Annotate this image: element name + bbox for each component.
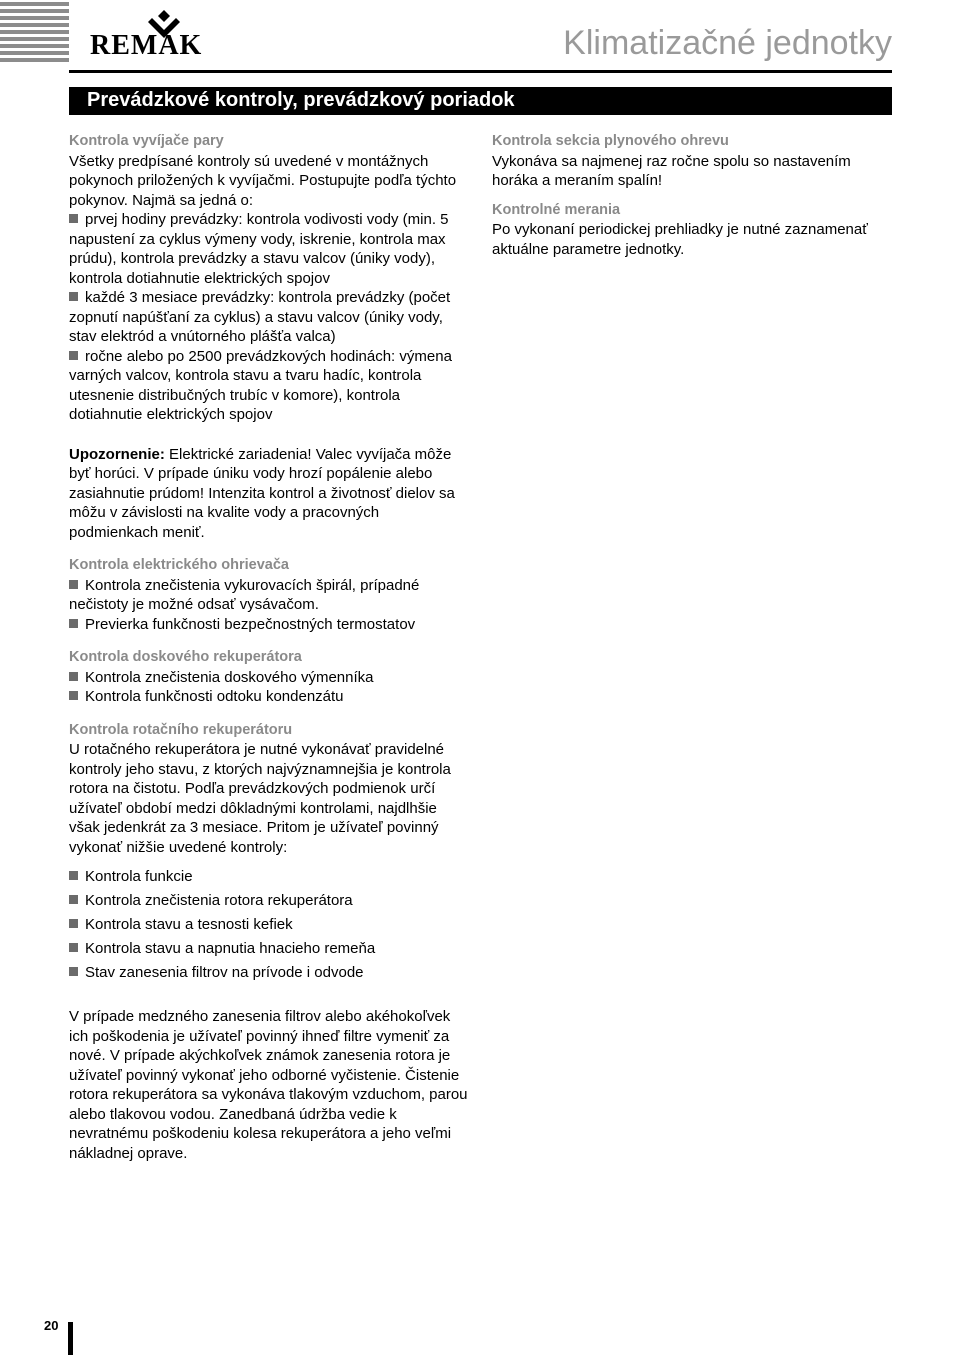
heading-rotacny: Kontrola rotačního rekuperátoru: [69, 721, 293, 738]
bullet-square-icon: [69, 292, 78, 301]
page-header-title: Klimatizačné jednotky: [563, 24, 892, 62]
page-number: 20: [44, 1318, 59, 1333]
list-item: Kontrola znečistenia rotora rekuperátora: [69, 891, 469, 911]
rotacny-intro: U rotačného rekuperátora je nutné vykonávať pravidelné kontroly jeho stavu, z ktorých najvýznamnejšia je kontrola rotora na čistotu. Podľa prevádzkových podmienok určí užívateľ období medzi dôkladnými kontrolami, najdlhšie však jedenkrát za 3 mesiace. Pritom je užívateľ povinný vykonať nižšie uvedené kontroly:: [69, 741, 451, 856]
list-item: každé 3 mesiace prevádzky: kontrola prevádzky (počet zopnutí napúšťaní za cyklus) a stavu valcov (úniky vody, stav elektród a vnútorného plášťa valca): [69, 289, 451, 345]
list-item: Kontrola funkcie: [69, 867, 469, 887]
warning-text: Elektrické zariadenia! Valec vyvíjača môže byť horúci. V prípade úniku vody hrozí popálenie alebo zasiahnutie prúdom! Intenzita kontrol a životnosť dielov sa môžu v závislosti na kvalite vody a pracovných podmienkach meniť.: [69, 445, 455, 541]
bullet-square-icon: [69, 943, 78, 952]
bullet-square-icon: [69, 895, 78, 904]
warning-label: Upozornenie:: [69, 445, 165, 463]
list-item: ročne alebo po 2500 prevádzkových hodinách: výmena varných valcov, kontrola stavu a tvaru hadíc, kontrola utesnenie distribučných trubíc v komore), kontrola dotiahnutie elektrických spojov: [69, 347, 452, 423]
bullet-square-icon: [69, 619, 78, 628]
list-item: Kontrola funkčnosti odtoku kondenzátu: [69, 687, 469, 707]
left-column: [69, 132, 469, 1163]
bullet-square-icon: [69, 919, 78, 928]
header-stripes: [0, 0, 69, 64]
heading-doskovy: Kontrola doskového rekuperátora: [69, 649, 302, 665]
bullet-square-icon: [69, 351, 78, 360]
warning-paragraph: [69, 445, 469, 543]
section-title-bar: [69, 87, 892, 115]
heading-merania: Kontrolné merania: [492, 201, 621, 218]
merania-text: Po vykonaní periodickej prehliadky je nutné zaznamenať aktuálne parametre jednotky.: [492, 221, 868, 258]
bullet-square-icon: [69, 214, 78, 223]
plyn-text: Vykonáva sa najmenej raz ročne spolu so nastavením horáka a meraním spalín!: [492, 152, 851, 189]
brand-name: REMAK: [90, 30, 203, 61]
list-item: prvej hodiny prevádzky: kontrola vodivosti vody (min. 5 napustení za cyklus výmeny vody, iskrenie, kontrola max prúdu), kontrola prevádzky a stavu valcov (úniky vody), kontrola dotiahnutie elektrických spojov: [69, 211, 449, 287]
list-item: Kontrola znečistenia doskového výmenníka: [69, 668, 469, 688]
vyvijac-intro: Všetky predpísané kontroly sú uvedené v montážnych pokynoch priložených k vyvíjačmi. Postupujte podľa týchto pokynov. Najmä sa jedná o:: [69, 152, 457, 209]
page-number-bar: [68, 1322, 73, 1355]
bullet-square-icon: [69, 580, 78, 589]
list-item: Kontrola znečistenia vykurovacích špirál, prípadné nečistoty je možné odsať vysávačom.: [69, 576, 420, 613]
bullet-square-icon: [69, 871, 78, 880]
rotacny-closing: V prípade medzného zanesenia filtrov alebo akéhokoľvek ich poškodenia je užívateľ povinný ihneď filtre vymeniť za nové. V prípade akýchkoľvek známok zanesenia rotora je užívateľ povinný vykonať jeho odborné vyčistenie. Čistenie rotora rekuperátora sa vykonáva tlakovým vzduchom, parou alebo tlakovou vodou. Zanedbaná údržba vedie k nevratnému poškodeniu kolesa rekuperátora a jeho veľmi nákladnej oprave.: [69, 1008, 468, 1162]
list-item: Kontrola stavu a napnutia hnacieho remeňa: [69, 939, 469, 959]
list-item: Stav zanesenia filtrov na prívode i odvode: [69, 963, 469, 983]
list-item: Kontrola stavu a tesnosti kefiek: [69, 915, 469, 935]
header-rule: [69, 70, 892, 73]
list-item: Previerka funkčnosti bezpečnostných termostatov: [69, 615, 469, 635]
bullet-square-icon: [69, 691, 78, 700]
heading-plyn: Kontrola sekcia plynového ohrevu: [492, 133, 729, 149]
bullet-square-icon: [69, 967, 78, 976]
rotor-check-list: [69, 867, 469, 983]
heading-ohrievac: Kontrola elektrického ohrievača: [69, 557, 289, 573]
bullet-square-icon: [69, 672, 78, 681]
section-title: Prevádzkové kontroly, prevádzkový poriadok: [87, 89, 515, 111]
heading-vyvijac: Kontrola vyvíjače pary: [69, 133, 224, 149]
right-column: [492, 132, 892, 259]
